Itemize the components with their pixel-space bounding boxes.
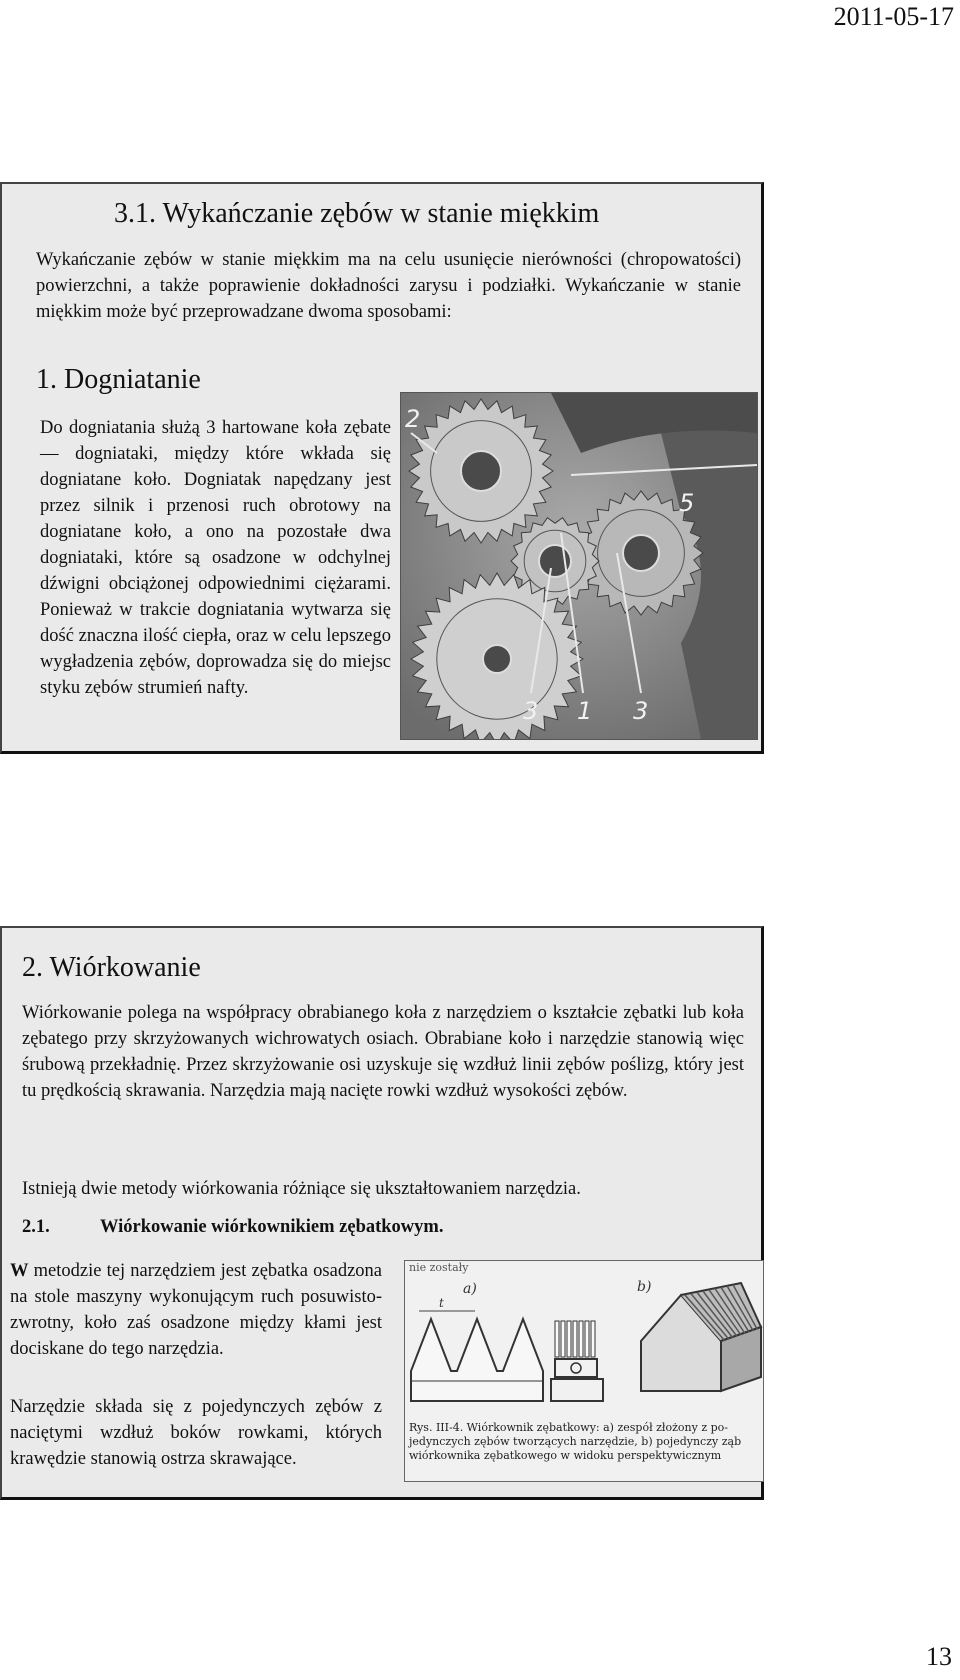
slide-dogniatanie <box>0 182 764 754</box>
subsection-heading <box>22 1217 443 1238</box>
figure-caption-line-3: wiórkownika zębatkowego w widoku perspektywicznym <box>409 1449 722 1462</box>
figure-caption-line-1: Rys. III-4. Wiórkownik zębatkowy: a) zespół złożony z po- <box>409 1421 729 1434</box>
header-date: 2011-05-17 <box>833 2 954 31</box>
subsection-number: 2.1. <box>22 1217 50 1237</box>
slide-wiorkowanie <box>0 926 764 1500</box>
slide-title: 2. Wiórkowanie <box>22 952 201 983</box>
paragraph-tool-description: Narzędzie składa się z pojedynczych zębów z naciętymi wzdłuż boków rowkami, których krawędzie stanowią ostrza skrawające. <box>10 1397 382 1469</box>
intro-paragraph: Wykańczanie zębów w stanie miękkim ma na celu usunięcie nierówności (chropowatości) powierzchni, a także poprawienie dokładności zarysu i podziałki. Wykańczanie w stanie miękkim może być przeprowadzane dwoma sposobami: <box>36 250 741 322</box>
section-subtitle: 1. Dogniatanie <box>36 364 201 395</box>
photo-label-2: 2 <box>405 405 421 433</box>
figure-top-text: nie zostały <box>409 1261 469 1274</box>
slide-title: 3.1. Wykańczanie zębów w stanie miękkim <box>114 198 600 229</box>
bold-initial: W <box>10 1261 29 1281</box>
gear-photo <box>400 392 758 740</box>
body-paragraph: Do dogniatania służą 3 hartowane koła zębate — dogniataki, między które wkłada się dogniatane koło. Dogniatak napędzany jest przez silnik i przenosi ruch obrotowy na dogniatane koło, a ono na pozostałe dwa dogniataki, które są osadzone w odchylnej dźwigni obciążonej odpowiednimi ciężarami. Ponieważ w trakcie dogniatania wytwarza się dość znaczna ilość ciepła, oraz w celu lepszego wygładzenia zębów, doprowadza się do miejsc styku zębów strumień nafty. <box>40 418 391 698</box>
rack-cutter-figure <box>404 1260 764 1482</box>
figure-caption-line-2: jedynczych zębów tworzących narzędzie, b) pojedynczy ząb <box>409 1435 742 1448</box>
page-number: 13 <box>926 1642 952 1671</box>
subsection-title: Wiórkowanie wiórkownikiem zębatkowym. <box>100 1217 444 1237</box>
photo-label-3-right: 3 <box>633 697 649 725</box>
photo-label-1: 1 <box>577 697 593 725</box>
figure-dimension-t: t <box>439 1296 444 1310</box>
photo-label-5: 5 <box>679 489 695 517</box>
paragraph-methods: Istnieją dwie metody wiórkowania różniące się ukształtowaniem narzędzia. <box>22 1179 581 1199</box>
paragraph-definition: Wiórkowanie polega na współpracy obrabianego koła z narzędziem o kształcie zębatki lub koła zębatego przy skrzyżowanych wichrowatych osiach. Obrabiane koło i narzędzie stanowią więc śrubową przekładnię. Przez skrzyżowanie osi uzyskuje się wzdłuż linii zębów poślizg, który jest tu prędkością skrawania. Narzędzia mają nacięte rowki wzdłuż wysokości zębów. <box>22 1003 744 1101</box>
figure-label-a: a) <box>463 1281 477 1297</box>
paragraph-method-description <box>10 1258 382 1362</box>
photo-label-3-left: 3 <box>523 697 539 725</box>
paragraph-text: metodzie tej narzędziem jest zębatka osadzona na stole maszyny wykonującym ruch posuwisto-zwrotny, koło zaś osadzone między kłami jest dociskane do tego narzędzia. <box>10 1261 382 1359</box>
figure-label-b: b) <box>637 1279 652 1295</box>
